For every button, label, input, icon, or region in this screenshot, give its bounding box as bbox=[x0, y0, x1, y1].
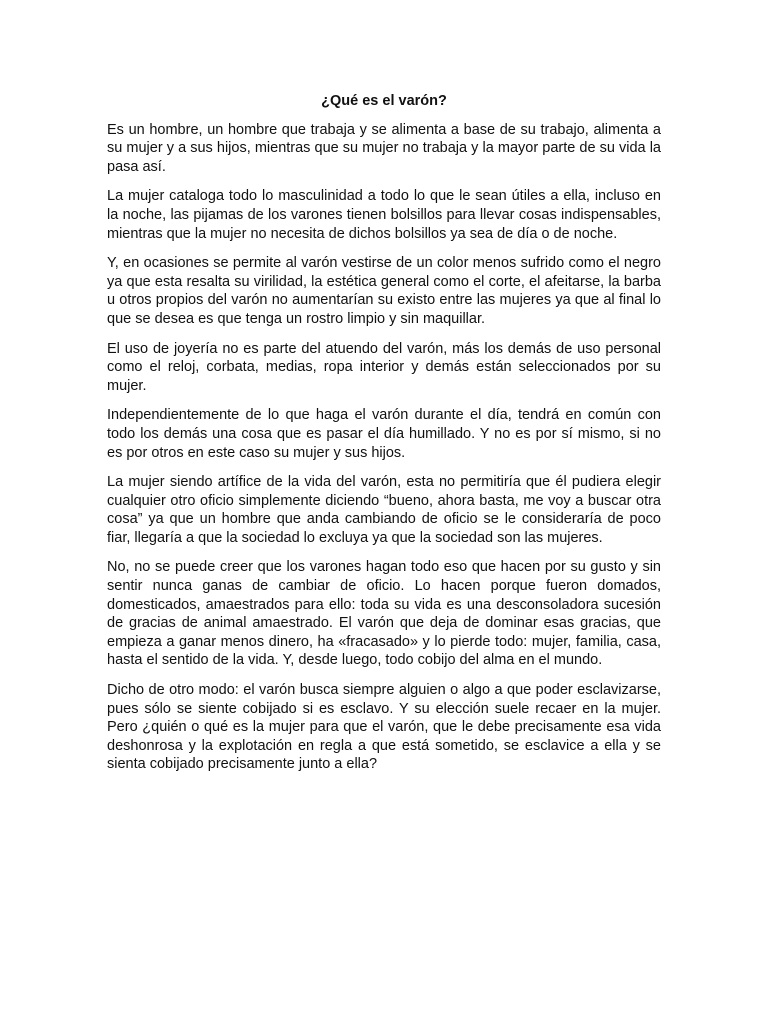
paragraph-2: La mujer cataloga todo lo masculinidad a todo lo que le sean útiles a ella, incluso en la noche, las pijamas de los varones tienen bolsillos para llevar cosas indispensables, mientras que la mujer no necesita de dichos bolsillos ya sea de día o de noche. bbox=[107, 188, 661, 242]
document-page bbox=[107, 92, 661, 785]
paragraph-6: La mujer siendo artífice de la vida del varón, esta no permitiría que él pudiera elegir cualquier otro oficio simplemente diciendo “bueno, ahora basta, me voy a buscar otra cosa” ya que un hombre que anda cambiando de oficio se le consideraría de poco fiar, llegaría a que la sociedad lo excluya ya que la sociedad son las mujeres. bbox=[107, 474, 661, 546]
paragraph-8: Dicho de otro modo: el varón busca siempre alguien o algo a que poder esclavizarse, pues sólo se siente cobijado si es esclavo. Y su elección suele recaer en la mujer. Pero ¿quién o qué es la mujer para que el varón, que le debe precisamente esa vida deshonrosa y la explotación en regla a que está sometido, se esclavice a ella y se sienta cobijado precisamente junto a ella? bbox=[107, 682, 661, 773]
paragraph-1: Es un hombre, un hombre que trabaja y se alimenta a base de su trabajo, alimenta a su mujer y a sus hijos, mientras que su mujer no trabaja y la mayor parte de su vida la pasa así. bbox=[107, 121, 661, 175]
paragraph-5: Independientemente de lo que haga el varón durante el día, tendrá en común con todo los demás una cosa que es pasar el día humillado. Y no es por sí mismo, si no es por otros en este caso su mujer y sus hijos. bbox=[107, 407, 661, 461]
paragraph-4: El uso de joyería no es parte del atuendo del varón, más los demás de uso personal como el reloj, corbata, medias, ropa interior y demás están seleccionados por su mujer. bbox=[107, 340, 661, 394]
paragraph-7: No, no se puede creer que los varones hagan todo eso que hacen por su gusto y sin sentir nunca ganas de cambiar de oficio. Lo hacen porque fueron domados, domesticados, amaestrados para ello: toda su vida es una desconsoladora sucesión de gracias de animal amaestrado. El varón que deja de dominar esas gracias, que empieza a ganar menos dinero, ha «fracasado» y lo pierde todo: mujer, familia, casa, hasta el sentido de la vida. Y, desde luego, todo cobijo del alma en el mundo. bbox=[107, 559, 661, 669]
paragraph-3: Y, en ocasiones se permite al varón vestirse de un color menos sufrido como el negro ya que esta resalta su virilidad, la estética general como el corte, el afeitarse, la barba u otros propios del varón no aumentarían su existo entre las mujeres ya que al final lo que se desea es que tenga un rostro limpio y sin maquillar. bbox=[107, 255, 661, 327]
document-title: ¿Qué es el varón? bbox=[321, 93, 447, 109]
